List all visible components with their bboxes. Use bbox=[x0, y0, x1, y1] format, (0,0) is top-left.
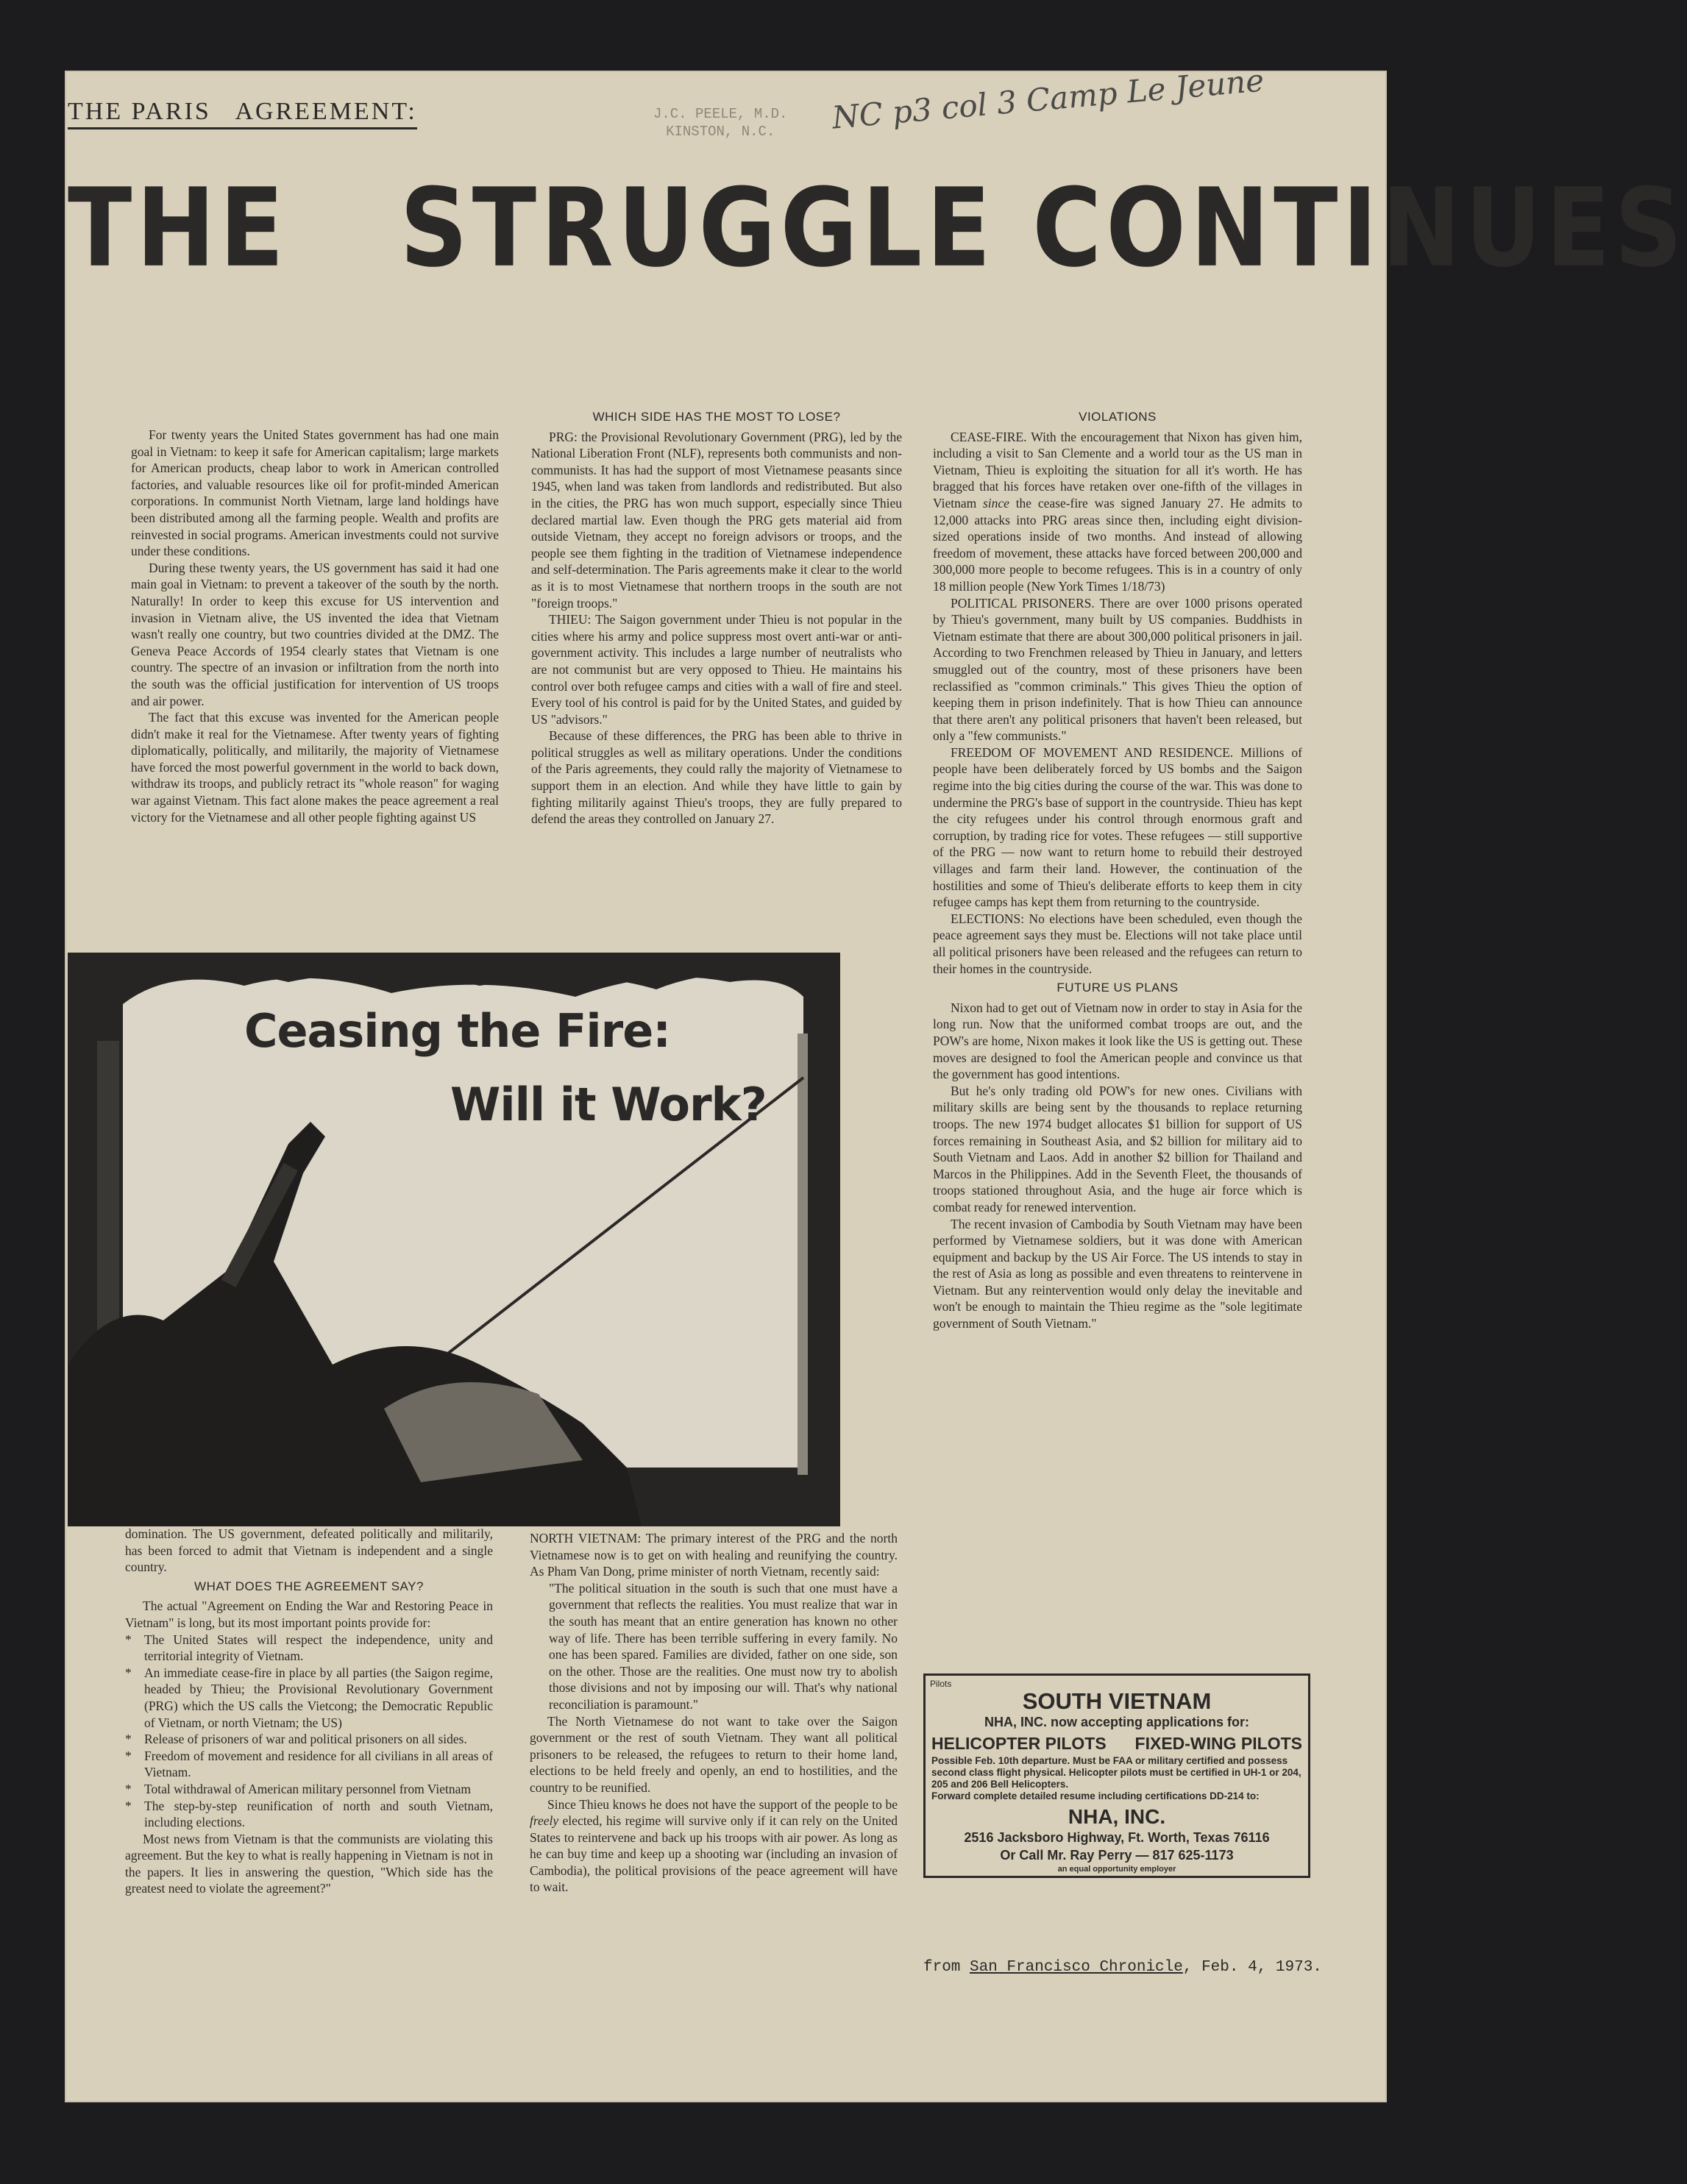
headline: THE STRUGGLE CONTINUES bbox=[68, 166, 1687, 292]
column-2-bottom bbox=[530, 1530, 898, 1896]
paragraph: Most news from Vietnam is that the communists are violating this agreement. But the key to what is really happening in Vietnam is not in the papers. It lies in answering the question, "Which side has the greatest need to violate the agreement?" bbox=[125, 1831, 493, 1896]
credit-prefix: from bbox=[923, 1959, 970, 1976]
pilot-job-advertisement bbox=[923, 1673, 1310, 1878]
ad-title: SOUTH VIETNAM bbox=[1022, 1688, 1212, 1714]
ad-body: Possible Feb. 10th departure. Must be FAA or military certified and possess second class flight physical. Helicopter pilots must be certified in UH-1 or 204, 205 and 206 Bell Helicopters. bbox=[931, 1755, 1301, 1790]
paragraph: The recent invasion of Cambodia by South Vietnam may have been performed by Vietnamese soldiers, but it was done with American equipment and backup by the US Air Force. The US intends to stay in the rest of Asia as long as possible and even threatens to reintervene in Vietnam. But any reintervention would only delay the inevitable and won't be enough to maintain the Thieu regime as the "sole legitimate government of South Vietnam." bbox=[933, 1216, 1302, 1331]
credit-date: , Feb. 4, 1973. bbox=[1182, 1959, 1322, 1976]
kicker-heading: THE PARIS AGREEMENT: bbox=[68, 98, 417, 129]
list-item: * The step-by-step reunification of north and south Vietnam, including elections. bbox=[125, 1798, 493, 1831]
stamp-line: KINSTON, N.C. bbox=[666, 124, 775, 140]
ownership-stamp bbox=[653, 105, 787, 140]
list-item: * The United States will respect the independence, unity and territorial integrity of Vietnam. bbox=[125, 1632, 493, 1665]
photo-caption-line-1: Ceasing the Fire: bbox=[244, 1004, 671, 1058]
subheading: WHICH SIDE HAS THE MOST TO LOSE? bbox=[592, 410, 841, 424]
window-post bbox=[798, 1034, 808, 1475]
list-item: * Release of prisoners of war and political prisoners on all sides. bbox=[125, 1731, 493, 1748]
subheading: WHAT DOES THE AGREEMENT SAY? bbox=[194, 1579, 424, 1593]
ad-role: FIXED-WING PILOTS bbox=[1134, 1734, 1302, 1753]
paragraph: Because of these differences, the PRG has been able to thrive in political struggles as well as military operations. Under the conditions of the Paris agreements, they could rally the majority of Vietnamese to support them in an election. And while they have little to gain by fighting militarily against Thieu's troops, they are fully prepared to defend the areas they controlled on January 27. bbox=[531, 728, 902, 827]
paragraph: THIEU: The Saigon government under Thieu is not popular in the cities where his army and police suppress most overt anti-war or anti-government activity. This includes a large number of neutralists who are not communist but are very opposed to Thieu. He maintains his control over both refugee camps and cities with a wall of fire and steel. Every tool of his control is paid for by the United States, and guided by US "advisors." bbox=[531, 612, 902, 727]
list-item: * Freedom of movement and residence for all civilians in all areas of Vietnam. bbox=[125, 1748, 493, 1781]
credit-source: San Francisco Chronicle bbox=[970, 1959, 1183, 1976]
agreement-points-list bbox=[125, 1632, 493, 1831]
paragraph: During these twenty years, the US government has said it had one main goal in Vietnam: to prevent a takeover of the south by the north. Naturally! In order to keep this excuse for US intervention and invasion in Vietnam alive, the US invented the idea that Vietnam wasn't really one country, but two countries divided at the DMZ. The Geneva Peace Accords of 1954 clearly states that Vietnam is one country. The spectre of an invasion or infiltration from the north into the south was the official justification for intervention of US troops and air power. bbox=[131, 560, 499, 708]
subheading: FUTURE US PLANS bbox=[1056, 981, 1179, 995]
column-1-top bbox=[131, 427, 499, 825]
paragraph: The North Vietnamese do not want to take over the Saigon government or the rest of south Vietnam. They want all political prisoners to be released, the refugees to return to their home land, elections to be held freely and openly, an end to hostilities, and the country to be reunified. bbox=[530, 1713, 898, 1795]
text-run: Since Thieu knows he does not have the support of the people to be bbox=[547, 1796, 898, 1812]
ad-tag: Pilots bbox=[930, 1679, 952, 1689]
paragraph: FREEDOM OF MOVEMENT AND RESIDENCE. Millions of people have been deliberately forced by US bombs and the Saigon regime into the big cities during the course of the war. This was done to undermine the PRG's base of support in the countryside. Thieu has kept the city refugees under his control through enormous graft and corruption, by trading rice for votes. These refugees — still supportive of the PRG — now want to return home to rebuild their destroyed villages and farm their land. However, the continuation of the hostilities and some of Thieu's deliberate efforts to keep them in city refugee camps has kept them from returning to the countryside. bbox=[933, 744, 1302, 910]
text-run: CEASE-FIRE. With the encouragement that Nixon has given him, including a visit to San Clemente and a world tour as the US man in Vietnam, Thieu is exploiting the situation for all it's worth. He has bragged that his forces have retaken over one-fifth of the villages in Vietnam bbox=[933, 429, 1302, 511]
paragraph: Nixon had to get out of Vietnam now in order to stay in Asia for the long run. Now that the uniformed combat troops are out, and the POW's are home, Nixon makes it look like the US is getting out. These moves are designed to fool the American people and convince us that the government has good intentions. bbox=[933, 1000, 1302, 1082]
column-1-bottom bbox=[125, 1526, 493, 1897]
paragraph: The actual "Agreement on Ending the War and Restoring Peace in Vietnam" is long, but its most important points provide for: bbox=[125, 1598, 493, 1630]
ad-address: 2516 Jacksboro Highway, Ft. Worth, Texas 76116 bbox=[964, 1830, 1270, 1845]
column-2-top bbox=[531, 406, 902, 828]
source-credit bbox=[923, 1959, 1322, 1976]
ad-phone: Or Call Mr. Ray Perry — 817 625-1173 bbox=[1000, 1848, 1234, 1863]
ad-body: Forward complete detailed resume including certifications DD-214 to: bbox=[931, 1790, 1260, 1801]
ad-line: NHA, INC. now accepting applications for: bbox=[984, 1715, 1250, 1729]
ad-eeo: an equal opportunity employer bbox=[1057, 1865, 1176, 1874]
ad-company: NHA, INC. bbox=[1068, 1805, 1166, 1828]
paragraph: POLITICAL PRISONERS. There are over 1000 prisons operated by Thieu's government, many built by US companies. Buddhists in Vietnam estimate that there are about 300,000 political prisoners in jail. According to two Frenchmen released by Thieu in January, and letters smuggled out of the country, most of these prisoners have been reclassified as "common criminals." This gives Thieu the option of keeping them in prison indefinitely. That is how Thieu can announce that there aren't any political prisoners that haven't been released, but only a "few communists." bbox=[933, 595, 1302, 744]
cease-fire-photo bbox=[68, 953, 840, 1526]
column-3 bbox=[933, 406, 1302, 1332]
paragraph bbox=[530, 1796, 898, 1896]
emphasis: freely bbox=[530, 1813, 559, 1829]
photo-caption-line-2: Will it Work? bbox=[450, 1078, 767, 1131]
handwritten-note: NC p3 col 3 Camp Le Jeune bbox=[830, 62, 1265, 136]
paragraph: But he's only trading old POW's for new ones. Civilians with military skills are being sent by the thousands to replace returning troops. The new 1974 budget allocates $1 billion for support of US forces remaining in Southeast Asia, and $2 billion for military aid to South Vietnam and Laos. Add in another $2 billion for Thailand and Marcos in the Philippines. Add in the Seventh Fleet, the thousands of troops stationed throughout Asia, and the huge air force which is combat ready for renewed intervention. bbox=[933, 1083, 1302, 1214]
text-run: the cease-fire was signed January 27. He admits to 12,000 attacks into PRG areas since then, including eight division-sized operations inside of two months. And instead of allowing freedom of movement, these attacks have forced between 200,000 and 300,000 more people to become refugees. This is in a country of only 18 million people (New York Times 1/18/73) bbox=[933, 495, 1302, 594]
paragraph: NORTH VIETNAM: The primary interest of the PRG and the north Vietnamese now is to get on with healing and reunifying the country. As Pham Van Dong, prime minister of north Vietnam, recently said: bbox=[530, 1531, 898, 1579]
paragraph: The fact that this excuse was invented for the American people didn't make it real for the Vietnamese. After twenty years of fighting diplomatically, politically, and militarily, the majority of Vietnamese have forced the most powerful government in the world to back down, withdraw its troops, and publicly retract its "whole reason" for waging war against Vietnam. This fact alone makes the peace agreement a real victory for the Vietnamese and all other people fighting against US bbox=[131, 710, 499, 825]
paragraph: ELECTIONS: No elections have been scheduled, even though the peace agreement says they must be. Elections will not take place until all political prisoners have been released and the refugees can return to their homes in the countryside. bbox=[933, 911, 1302, 976]
paragraph: PRG: the Provisional Revolutionary Government (PRG), led by the National Liberation Front (NLF), represents both communists and non-communists. It has had the support of most Vietnamese peasants since 1945, when land was taken from landlords and redistributed. But also in the cities, the PRG has won much support, especially since Thieu declared martial law. Even though the PRG gets material aid from outside Vietnam, they accept no foreign advisors or troops, and the people see them fighting in the tradition of Vietnamese independence and self-determination. The Paris agreements make it clear to the world as it is to most Vietnamese that northern troops in the south are not "foreign troops." bbox=[531, 429, 902, 611]
paragraph: domination. The US government, defeated politically and militarily, has been forced to admit that Vietnam is independent and a single country. bbox=[125, 1526, 493, 1575]
list-item: * An immediate cease-fire in place by all parties (the Saigon regime, headed by Thieu; the Provisional Revolutionary Government (PRG) which the US calls the Vietcong; the Democratic Republic of Vietnam, or north Vietnam; the US) bbox=[125, 1665, 493, 1731]
text-run: elected, his regime will survive only if it can rely on the United States to reintervene and back up his troops with air power. As long as he can buy time and keep up a shooting war (including an invasion of Cambodia), the political provisions of the peace agreement will have to wait. bbox=[530, 1813, 898, 1895]
paragraph bbox=[933, 429, 1302, 595]
emphasis: since bbox=[982, 495, 1009, 511]
paragraph: For twenty years the United States government has had one main goal in Vietnam: to keep it safe for American capitalism; large markets for American products, cheap labor to work in American controlled factories, and valuable resources like oil for profit-minded American corporations. In communist North Vietnam, large land holdings have been distributed among all the farming people. Wealth and profits are reinvested in social programs. American investments could not survive under these conditions. bbox=[131, 427, 499, 559]
ad-roles bbox=[926, 1730, 1308, 1754]
list-item: * Total withdrawal of American military personnel from Vietnam bbox=[125, 1781, 493, 1798]
quotation: "The political situation in the south is such that one must have a government that reflects the realities. You must realize that war in the south has meant that an entire generation has known no other way of life. There has been terrible suffering in every family. No one has been spared. Families are divided, father on one side, son on the other. Those are the realities. One must now try to abolish those divisions and not by imposing our will. That's why national reconciliation is paramount." bbox=[549, 1580, 898, 1712]
stamp-line: J.C. PEELE, M.D. bbox=[653, 106, 788, 122]
subheading: VIOLATIONS bbox=[1079, 410, 1157, 424]
ad-role: HELICOPTER PILOTS bbox=[931, 1734, 1107, 1753]
